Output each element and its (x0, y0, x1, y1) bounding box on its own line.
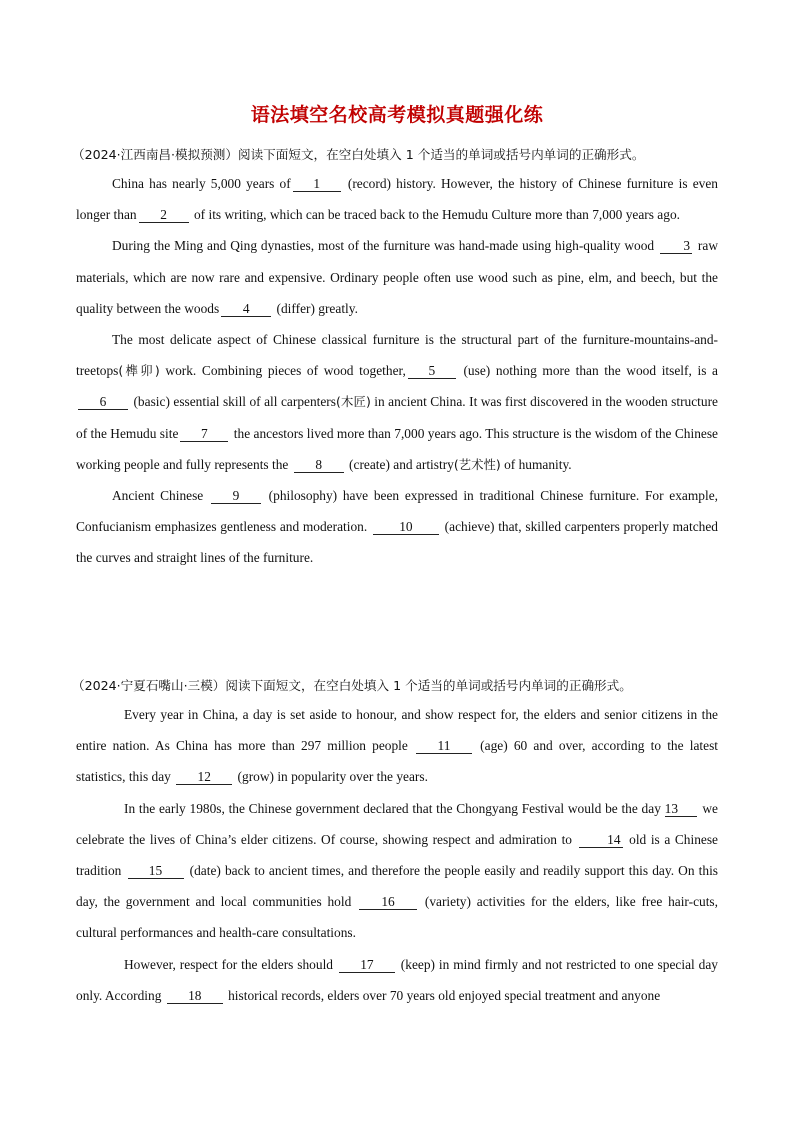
s1p1-text-1: China has nearly 5,000 years of (112, 176, 291, 191)
s1p3-text-5: in ancient China. It was first discovered in the wooden structure of the Hemudu site (76, 394, 718, 441)
s1p4-text-1: Ancient Chinese (112, 488, 209, 504)
s2p3-text-1: However, respect for the elders should (124, 956, 337, 972)
section2-instruction: （2024·宁夏石嘴山·三模）阅读下面短文，在空白处填入 1 个适当的单词或括号内单词的正确形式。 (72, 678, 632, 693)
section1-instruction: （2024·江西南昌·模拟预测）阅读下面短文，在空白处填入 1 个适当的单词或括号内单词的正确形式。 (72, 147, 645, 162)
s1p3-text-3: (use) nothing more than the wood itself, is a (457, 363, 718, 379)
blank-4[interactable]: 4 (221, 301, 271, 317)
s1p1-text-2: (record) history. However, the history of Chinese furniture is even longer than (76, 176, 718, 223)
s1p3-text-8: of humanity. (500, 456, 572, 472)
blank-11[interactable]: 11 (416, 738, 472, 754)
s1p2-text-1: During the Ming and Qing dynasties, most of the furniture was hand-made using high-quality wood (112, 238, 659, 254)
s2p1-text-2: (age) 60 and over, according to the latest statistics, this day (76, 738, 718, 785)
blank-2[interactable]: 2 (139, 207, 189, 223)
s2-paragraph-3 (76, 949, 718, 1011)
s1p3-text-4: (basic) essential skill of all carpenters (130, 394, 336, 410)
s1p3-text-7: (create) and artistry (345, 456, 454, 472)
blank-1[interactable]: 1 (293, 176, 341, 192)
s1p3-text-1: The most delicate aspect of Chinese classical furniture is the structural part of the furniture-mountains-and-treetops (76, 332, 718, 379)
blank-18[interactable]: 18 (167, 988, 223, 1004)
s2p2-text-3: old is a Chinese tradition (76, 831, 718, 879)
s2p2-text-4: (date) back to ancient times, and therefore the people easily and readily support this day. On this day, the government and local communities hold (76, 863, 719, 910)
s2p1-text-1: Every year in China, a day is set aside to honour, and show respect for, the elders and senior citizens in the entire nation. As China has more than 297 million people (76, 707, 718, 754)
blank-12[interactable]: 12 (176, 769, 232, 785)
blank-10[interactable]: 10 (373, 519, 439, 535)
section2-passage (76, 699, 718, 1011)
blank-15[interactable]: 15 (128, 863, 184, 879)
s1-paragraph-3 (76, 324, 718, 480)
s1p3-cn-gloss-2: (木匠) (335, 394, 371, 410)
page-title: 语法填空名校高考模拟真题强化练 (250, 104, 544, 126)
s1p4-text-2: (philosophy) have been expressed in traditional Chinese furniture. For example, Confucianism emphasizes gentleness and moderation. (76, 488, 718, 535)
s2-paragraph-2 (76, 793, 718, 949)
section1-passage (76, 168, 718, 574)
s2p2-text-5: (variety) activities for the elders, like free hair-cuts, cultural performances and health-care consultations. (76, 894, 718, 941)
blank-16[interactable]: 16 (359, 894, 417, 910)
s1p1-text-3: of its writing, which can be traced back to the Hemudu Culture more than 7,000 years ago. (190, 207, 680, 223)
s1p4-text-3: (achieve) that, skilled carpenters properly matched the curves and straight lines of the furniture. (76, 519, 718, 566)
s1p3-text-2: work. Combining pieces of wood together, (159, 363, 406, 379)
s1-paragraph-2 (76, 230, 718, 324)
blank-5[interactable]: 5 (408, 363, 456, 379)
blank-13[interactable]: 13 (665, 801, 697, 817)
s1p2-text-3: (differ) greatly. (273, 300, 358, 316)
s2-paragraph-1 (76, 699, 718, 793)
s2p3-text-2: (keep) in mind firmly and not restricted to one special day only. According (76, 956, 718, 1003)
s1-paragraph-4 (76, 480, 718, 574)
s1-paragraph-1 (76, 168, 718, 230)
s1p3-cn-gloss-1: (榫卯) (118, 363, 160, 379)
s1p3-text-6: the ancestors lived more than 7,000 years ago. This structure is the wisdom of the Chinese working people and fully represents the (76, 425, 718, 472)
s2p2-text-2: we celebrate the lives of China’s elder citizens. Of course, showing respect and admiration to (76, 800, 718, 847)
s1p2-text-2: raw materials, which are now rare and expensive. Ordinary people often use wood such as pine, elm, and beech, but the quality between the woods (76, 238, 719, 316)
blank-7[interactable]: 7 (180, 426, 228, 442)
blank-6[interactable]: 6 (78, 394, 128, 410)
blank-17[interactable]: 17 (339, 957, 395, 973)
blank-8[interactable]: 8 (294, 457, 344, 473)
blank-3[interactable]: 3 (660, 238, 692, 254)
blank-9[interactable]: 9 (211, 488, 261, 504)
blank-14[interactable]: 14 (579, 832, 623, 848)
s1p3-cn-gloss-3: (艺术性) (453, 456, 501, 472)
s2p2-text-1: In the early 1980s, the Chinese government declared that the Chongyang Festival would be the day (124, 800, 665, 816)
s2p1-text-3: (grow) in popularity over the years. (234, 769, 428, 785)
s2p3-text-3: historical records, elders over 70 years old enjoyed special treatment and anyone (224, 987, 661, 1003)
